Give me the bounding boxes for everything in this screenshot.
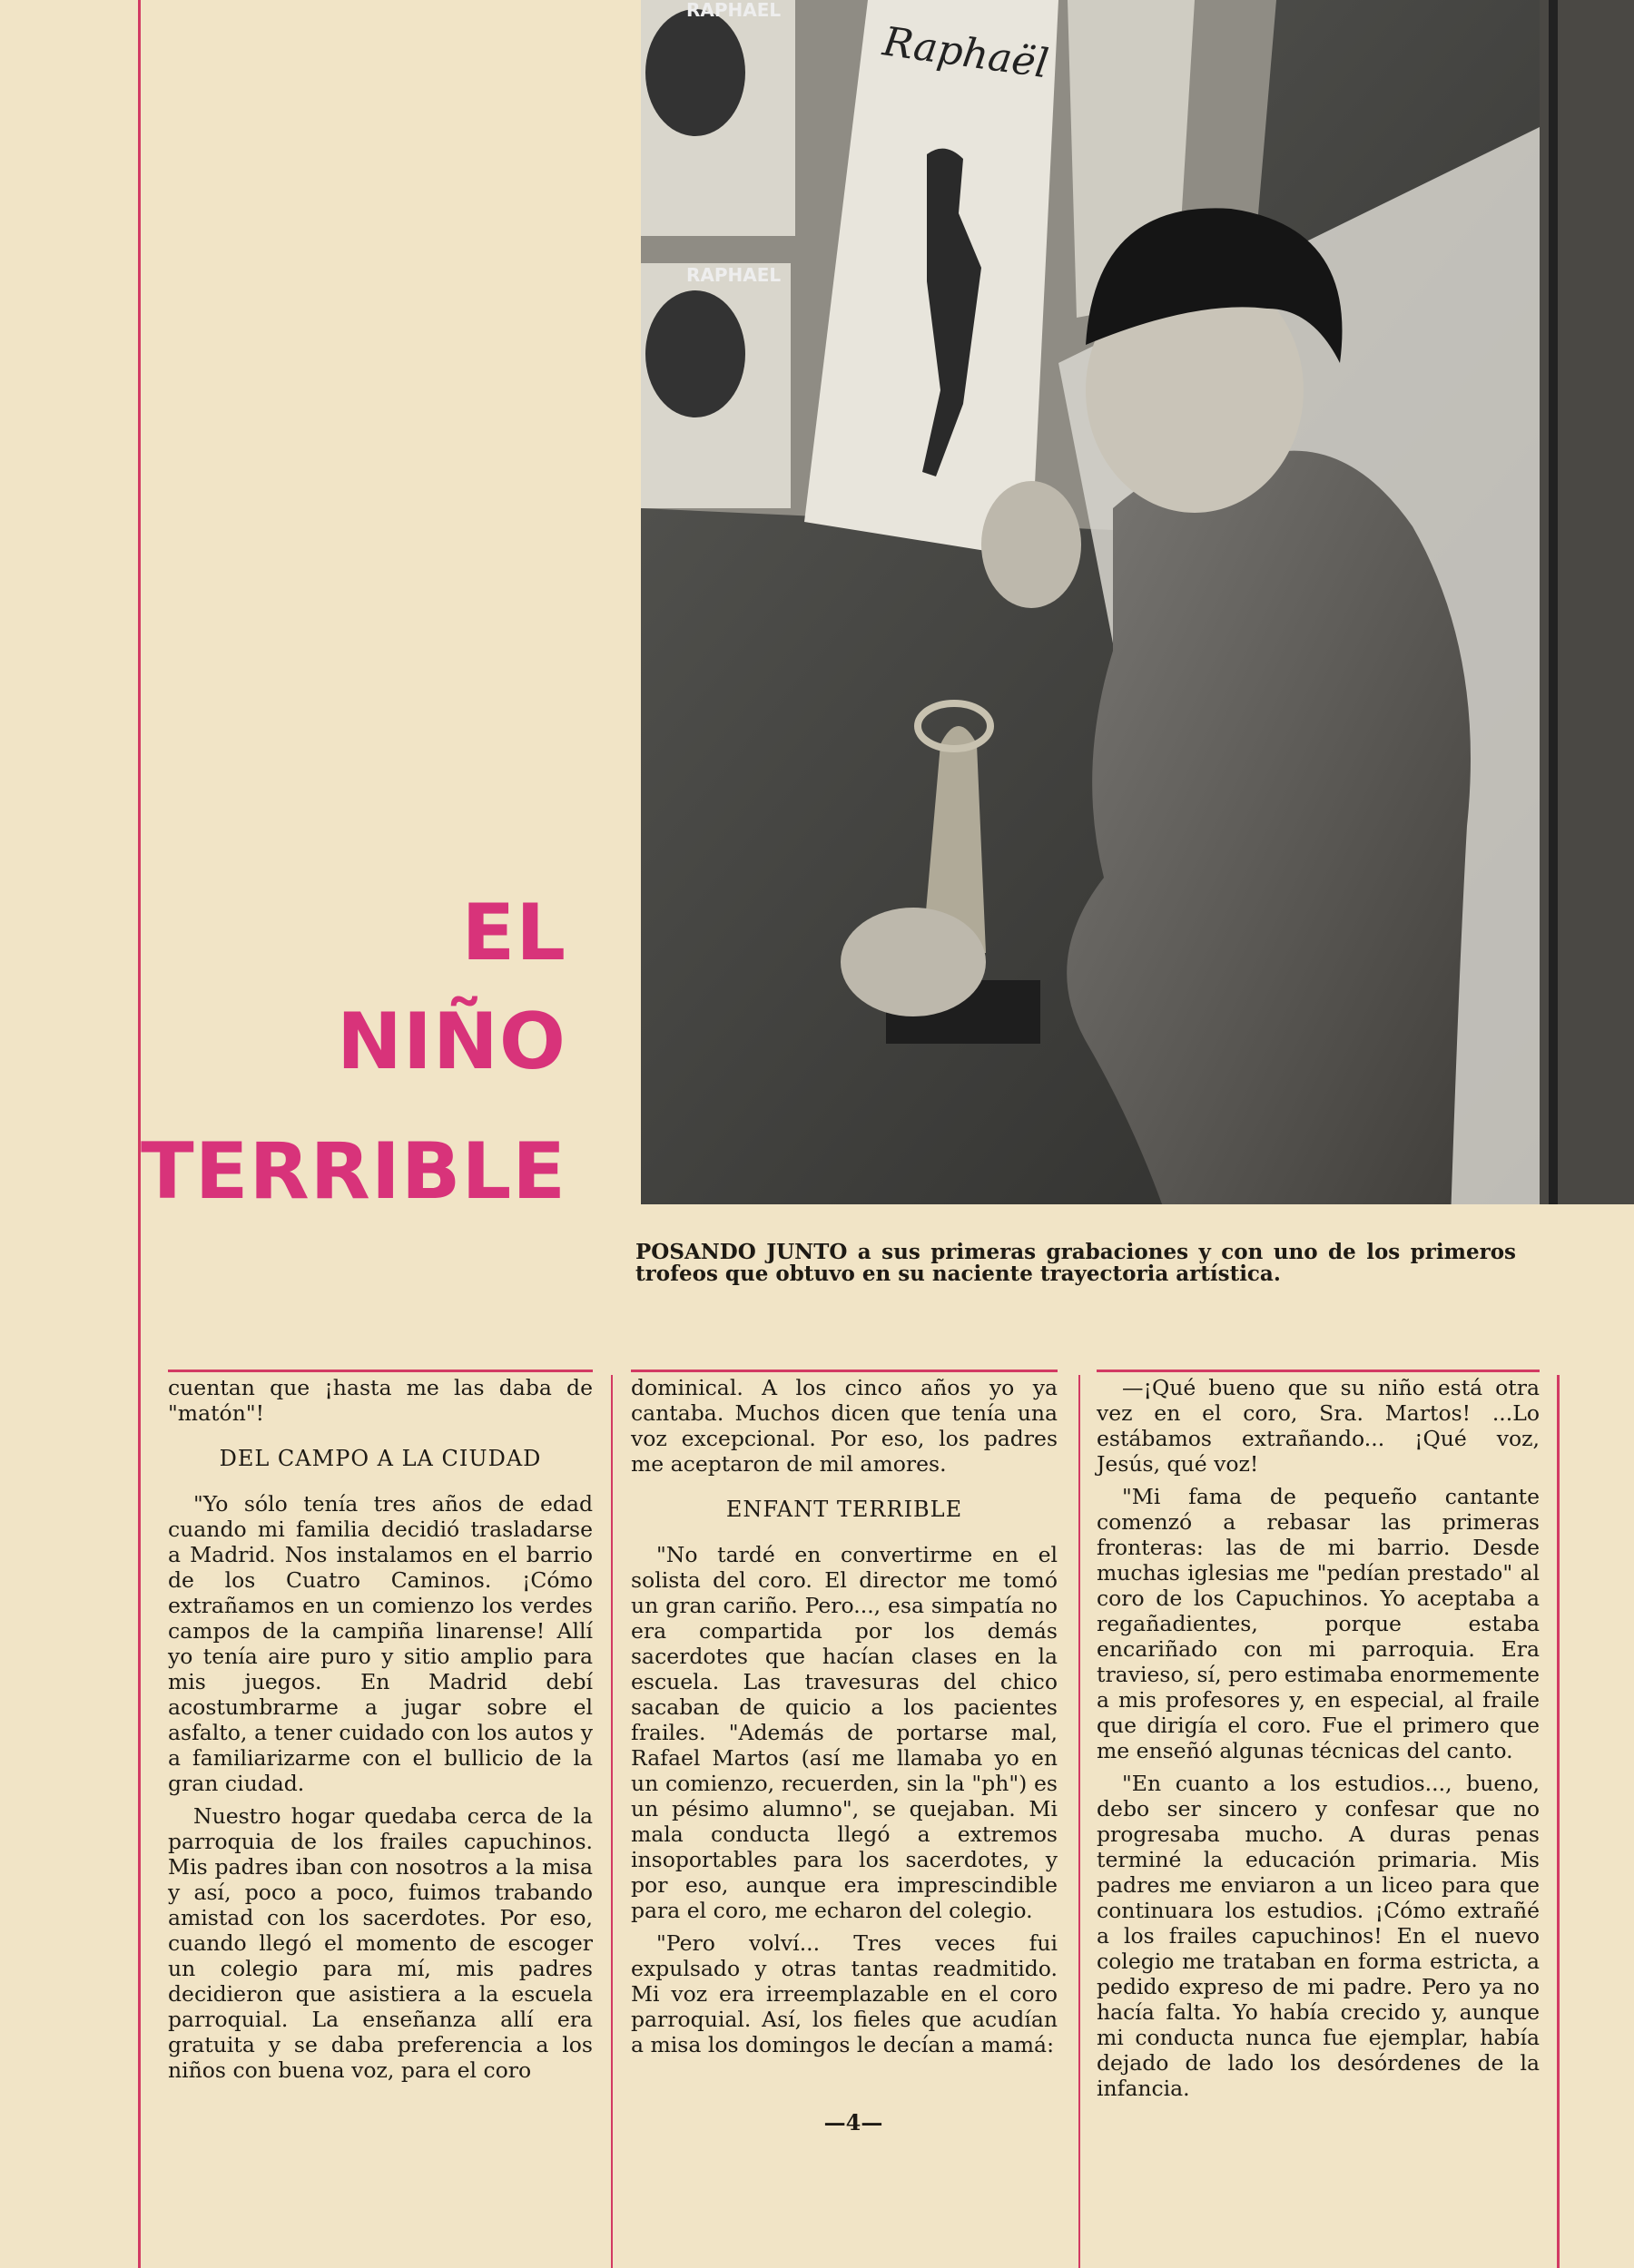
- photograph-raphael: [641, 0, 1634, 1204]
- article-column-3: [1097, 1375, 1540, 2108]
- col1-paragraph-3: Nuestro hogar quedaba cerca de la parroquia de los frailes capuchinos. Mis padres iban con nosotros a la misa y así, poco a poco, fuimos trabando amistad con los sacerdotes. Por eso, cuando llegó el momento de escoger un colegio para mí, mis padres decidieron que asistiera a la escuela parroquial. La enseñanza allí era gratuita y se daba preferencia a los niños con buena voz, para el coro: [168, 1803, 593, 2083]
- col3-paragraph-2: "Mi fama de pequeño cantante comenzó a rebasar las primeras fronteras: las de mi barrio. Desde muchas iglesias me "pedían prestado" al coro de los Capuchinos. Yo aceptaba a regañadientes, porque estaba encariñado con mi parroquia. Era travieso, sí, pero estimaba enormemente a mis profesores y, en especial, al fraile que dirigía el coro. Fue el primero que me enseñó algunas técnicas del canto.: [1097, 1484, 1540, 1763]
- article-column-2: [631, 1375, 1058, 2065]
- right-margin-rule: [1557, 1375, 1560, 2268]
- poster-label: Raphaël: [880, 18, 1052, 88]
- col2-paragraph-1: dominical. A los cinco años yo ya cantaba. Muchos dicen que tenía una voz excepcional. Por eso, los padres me aceptaron de mil amores.: [631, 1375, 1058, 1477]
- column-divider-1: [611, 1375, 613, 2268]
- record-label-top: RAPHAEL: [686, 0, 782, 21]
- top-rule-col1: [168, 1370, 593, 1372]
- col3-paragraph-1: —¡Qué bueno que su niño está otra vez en el coro, Sra. Martos! ...Lo estábamos extrañando... ¡Qué voz, Jesús, qué voz!: [1097, 1375, 1540, 1477]
- caption-lead: POSANDO JUNTO: [635, 1240, 848, 1264]
- col2-paragraph-3: "Pero volví... Tres veces fui expulsado y otras tantas readmitido. Mi voz era irreemplazable en el coro parroquial. Así, los fieles que acudían a misa los domingos le decían a mamá:: [631, 1930, 1058, 2057]
- top-rule-col2: [631, 1370, 1058, 1372]
- col1-paragraph-2: "Yo sólo tenía tres años de edad cuando mi familia decidió trasladarse a Madrid. Nos instalamos en el barrio de los Cuatro Caminos. ¡Cómo extrañamos en un comienzo los verdes campos de la campiña linarense! Allí yo tenía aire puro y sitio amplio para mis juegos. En Madrid debí acostumbrarme a jugar sobre el asfalto, a tener cuidado con los autos y a familiarizarme con el bullicio de la gran ciudad.: [168, 1491, 593, 1796]
- title-nino: NIÑO: [336, 997, 566, 1087]
- title-terrible: TERRIBLE: [141, 1126, 566, 1217]
- title-el: EL: [461, 888, 566, 978]
- record-label-bottom: RAPHAEL: [686, 264, 782, 286]
- section-heading-enfant-terrible: ENFANT TERRIBLE: [725, 1497, 963, 1522]
- top-rule-col3: [1097, 1370, 1540, 1372]
- article-column-1: [168, 1375, 593, 2090]
- caption-text: a sus primeras grabaciones y con uno de los primeros trofeos que obtuvo en su naciente trayectoria artística.: [635, 1240, 1516, 1286]
- section-heading-del-campo: DEL CAMPO A LA CIUDAD: [219, 1446, 542, 1471]
- page-number: —4—: [823, 2109, 883, 2135]
- photo-illustration: [641, 0, 1634, 1204]
- photo-caption: [635, 1242, 1516, 1285]
- column-divider-2: [1078, 1375, 1080, 2268]
- col1-paragraph-1: cuentan que ¡hasta me las daba de "matón"!: [168, 1375, 593, 1426]
- col3-paragraph-3: "En cuanto a los estudios..., bueno, debo ser sincero y confesar que no progresaba mucho. A duras penas terminé la educación primaria. Mis padres me enviaron a un liceo para que continuara los estudios. ¡Cómo extrañé a los frailes capuchinos! En el nuevo colegio me trataban en forma estricta, a pedido expreso de mi padre. Pero ya no hacía falta. Yo había crecido y, aunque mi conducta nunca fue ejemplar, había dejado de lado los desórdenes de la infancia.: [1097, 1771, 1540, 2101]
- col2-paragraph-2: "No tardé en convertirme en el solista del coro. El director me tomó un gran cariño. Pero..., esa simpatía no era compartida por los demás sacerdotes que hacían clases en la escuela. Las travesuras del chico sacaban de quicio a los pacientes frailes. "Además de portarse mal, Rafael Martos (así me llamaba yo en un comienzo, recuerden, sin la "ph") es un pésimo alumno", se quejaban. Mi mala conducta llegó a extremos insoportables para los sacerdotes, y por eso, aunque era imprescindible para el coro, me echaron del colegio.: [631, 1542, 1058, 1923]
